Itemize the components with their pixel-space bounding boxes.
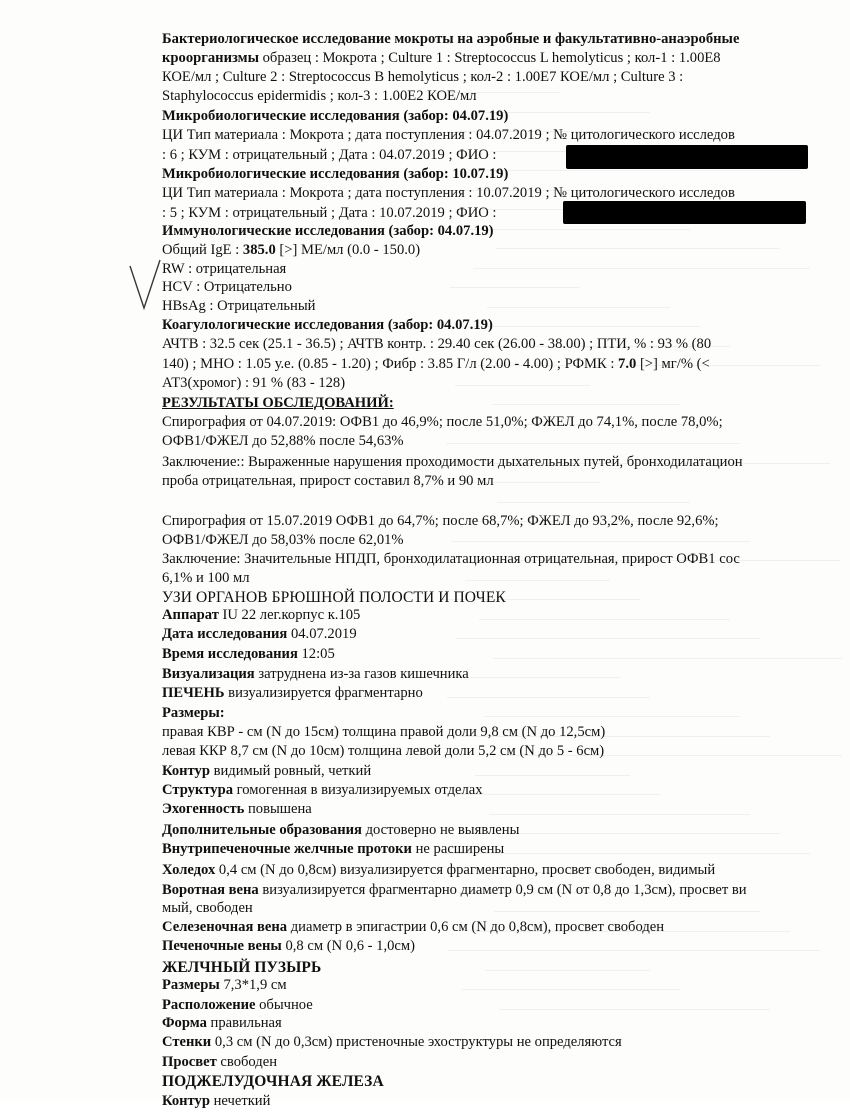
bold-text: ПЕЧЕНЬ bbox=[162, 685, 225, 701]
text-line bbox=[162, 704, 830, 724]
text-span: левая ККР 8,7 см (N до 10см) толщина левой доли 5,2 см (N до 5 - 6см) bbox=[162, 743, 605, 759]
text-line bbox=[162, 781, 830, 801]
text-line bbox=[162, 126, 830, 146]
text-span: 140) ; МНО : 1.05 у.е. (0.85 - 1.20) ; Фибр : 3.85 Г/л (2.00 - 4.00) ; РФМК : bbox=[162, 356, 619, 372]
text-line bbox=[162, 550, 830, 570]
text-span: Заключение: Значительные НПДП, бронходилатационная отрицательная, прирост ОФВ1 сос bbox=[162, 551, 740, 567]
text-line bbox=[162, 899, 830, 919]
handwritten-checkmark bbox=[126, 258, 166, 318]
text-line bbox=[162, 569, 830, 589]
text-line bbox=[162, 684, 830, 704]
bold-text: Воротная вена bbox=[162, 882, 259, 898]
text-span: Спирография от 04.07.2019: ОФВ1 до 46,9%; после 51,0%; ФЖЕЛ до 74,1%, после 78,0%; bbox=[162, 414, 723, 430]
text-line bbox=[162, 335, 830, 355]
text-span: : 6 ; КУМ : отрицательный ; Дата : 04.07.2019 ; ФИО : bbox=[162, 147, 497, 163]
text-span: 0,4 см (N до 0,8см) визуализируется фрагментарно, просвет свободен, видимый bbox=[215, 862, 716, 878]
text-span: УЗИ ОРГАНОВ БРЮШНОЙ ПОЛОСТИ И ПОЧЕК bbox=[162, 589, 506, 606]
text-span: ОФВ1/ФЖЕЛ до 52,88% после 54,63% bbox=[162, 433, 404, 449]
bold-text: Структура bbox=[162, 782, 234, 798]
text-span: Staphylococcus epidermidis ; кол-3 : 1.00E2 КОЕ/мл bbox=[162, 88, 477, 104]
text-line bbox=[162, 821, 830, 841]
text-line bbox=[162, 531, 830, 551]
text-span: 0,3 см (N до 0,3см) пристеночные эхоструктуры не определяются bbox=[211, 1034, 622, 1050]
text-span: Общий IgE : bbox=[162, 242, 243, 258]
text-line bbox=[162, 723, 830, 743]
text-span: ОФВ1/ФЖЕЛ до 58,03% после 62,01% bbox=[162, 532, 404, 548]
text-line bbox=[162, 432, 830, 452]
text-span: IU 22 лег.корпус к.105 bbox=[218, 607, 361, 623]
text-line bbox=[162, 645, 830, 665]
bold-text: Коагулологические исследования (забор: 04.07.19) bbox=[162, 317, 493, 333]
text-line bbox=[162, 512, 830, 532]
text-line bbox=[162, 68, 830, 88]
text-line bbox=[162, 472, 830, 492]
text-line bbox=[162, 840, 830, 860]
text-span: 12:05 bbox=[297, 646, 335, 662]
text-line bbox=[162, 1092, 830, 1112]
bold-text: Холедох bbox=[162, 862, 216, 878]
bold-text: ЖЕЛЧНЫЙ ПУЗЫРЬ bbox=[162, 959, 322, 976]
text-line bbox=[162, 742, 830, 762]
bold-text: Эхогенность bbox=[162, 801, 245, 817]
bold-text: Внутрипеченочные желчные протоки bbox=[162, 841, 412, 857]
bold-text: Просвет bbox=[162, 1054, 217, 1070]
text-line bbox=[162, 49, 830, 69]
text-span: обычное bbox=[255, 997, 313, 1013]
text-span: АЧТВ : 32.5 сек (25.1 - 36.5) ; АЧТВ контр. : 29.40 сек (26.00 - 38.00) ; ПТИ, % : 93 % (80 bbox=[162, 336, 712, 352]
text-line bbox=[162, 625, 830, 645]
text-line bbox=[162, 87, 830, 107]
text-span: нечеткий bbox=[209, 1093, 271, 1109]
text-span: [>] МЕ/мл (0.0 - 150.0) bbox=[275, 242, 421, 258]
text-span: Заключение:: Выраженные нарушения проходимости дыхательных путей, бронходилатацион bbox=[162, 454, 743, 470]
text-line bbox=[162, 316, 830, 336]
bold-text: Микробиологические исследования (забор: 10.07.19) bbox=[162, 166, 509, 182]
text-span: свободен bbox=[216, 1054, 278, 1070]
bold-text: РЕЗУЛЬТАТЫ ОБСЛЕДОВАНИЙ: bbox=[162, 395, 394, 411]
text-span: визуализируется фрагментарно bbox=[224, 685, 423, 701]
text-line bbox=[162, 918, 830, 938]
text-span: : 5 ; КУМ : отрицательный ; Дата : 10.07.2019 ; ФИО : bbox=[162, 205, 497, 221]
bold-text: Печеночные вены bbox=[162, 938, 282, 954]
text-span: RW : отрицательная bbox=[162, 261, 287, 277]
text-span: визуализируется фрагментарно диаметр 0,9 см (N от 0,8 до 1,3см), просвет ви bbox=[258, 882, 747, 898]
text-span: затруднена из-за газов кишечника bbox=[254, 666, 469, 682]
text-line bbox=[162, 881, 830, 901]
text-line bbox=[162, 413, 830, 433]
bold-text: Стенки bbox=[162, 1034, 212, 1050]
bold-text: Бактериологическое исследование мокроты на аэробные и факультативно-анаэробные bbox=[162, 31, 740, 47]
text-span: ЦИ Тип материала : Мокрота ; дата поступления : 04.07.2019 ; № цитологического исследов bbox=[162, 127, 735, 143]
text-span: повышена bbox=[244, 801, 312, 817]
text-line bbox=[162, 1014, 830, 1034]
bold-text: Дополнительные образования bbox=[162, 822, 362, 838]
text-span: Спирография от 15.07.2019 ОФВ1 до 64,7%; после 68,7%; ФЖЕЛ до 93,2%, после 92,6%; bbox=[162, 513, 719, 529]
text-span: диаметр в эпигастрии 0,6 см (N до 0,8см), просвет свободен bbox=[287, 919, 665, 935]
text-span: [>] мг/% (< bbox=[636, 356, 710, 372]
bold-text: ПОДЖЕЛУДОЧНАЯ ЖЕЛЕЗА bbox=[162, 1073, 384, 1090]
text-line bbox=[162, 861, 830, 881]
text-span: мый, свободен bbox=[162, 900, 253, 916]
text-line bbox=[162, 297, 830, 317]
bold-text: 385.0 bbox=[242, 242, 276, 258]
text-span: видимый ровный, четкий bbox=[209, 763, 372, 779]
text-line bbox=[162, 937, 830, 957]
bold-text: Аппарат bbox=[162, 607, 219, 623]
text-line bbox=[162, 394, 830, 414]
text-line bbox=[162, 241, 830, 261]
text-span: КОЕ/мл ; Culture 2 : Streptococcus B hemolyticus ; кол-2 : 1.00E7 КОЕ/мл ; Culture 3 : bbox=[162, 69, 684, 85]
text-span: 6,1% и 100 мл bbox=[162, 570, 250, 586]
text-span: 7,3*1,9 см bbox=[219, 977, 287, 993]
bold-text: кроорганизмы bbox=[162, 50, 259, 66]
text-span: образец : Мокрота ; Culture 1 : Streptococcus L hemolyticus ; кол-1 : 1.00E8 bbox=[258, 50, 721, 66]
text-line bbox=[162, 355, 830, 375]
bold-text: Дата исследования bbox=[162, 626, 288, 642]
bold-text: Контур bbox=[162, 763, 210, 779]
text-line bbox=[162, 374, 830, 394]
text-span: 04.07.2019 bbox=[287, 626, 357, 642]
text-line bbox=[162, 222, 830, 242]
bold-text: 7.0 bbox=[618, 356, 637, 372]
text-line bbox=[162, 107, 830, 127]
text-line bbox=[162, 606, 830, 626]
bold-text: Селезеночная вена bbox=[162, 919, 288, 935]
bold-text: Форма bbox=[162, 1015, 207, 1031]
text-span: HCV : Отрицательно bbox=[162, 279, 292, 295]
text-line bbox=[162, 1033, 830, 1053]
bold-text: Контур bbox=[162, 1093, 210, 1109]
redacted-name-2 bbox=[563, 201, 806, 224]
text-span: HBsAg : Отрицательный bbox=[162, 298, 316, 314]
bold-text: Расположение bbox=[162, 997, 256, 1013]
text-span: АТ3(хромог) : 91 % (83 - 128) bbox=[162, 375, 346, 391]
bold-text: Микробиологические исследования (забор: 04.07.19) bbox=[162, 108, 509, 124]
text-line bbox=[162, 665, 830, 685]
text-line bbox=[162, 996, 830, 1016]
text-span: правильная bbox=[206, 1015, 282, 1031]
text-span: ЦИ Тип материала : Мокрота ; дата поступления : 10.07.2019 ; № цитологического исследов bbox=[162, 185, 735, 201]
text-span: правая КВР - см (N до 15см) толщина правой доли 9,8 см (N до 12,5см) bbox=[162, 724, 606, 740]
text-line bbox=[162, 976, 830, 996]
show-through-stroke bbox=[497, 502, 690, 503]
bold-text: Время исследования bbox=[162, 646, 298, 662]
text-span: проба отрицательная, прирост составил 8,7% и 90 мл bbox=[162, 473, 494, 489]
text-span: 0,8 см (N 0,6 - 1,0см) bbox=[281, 938, 415, 954]
text-line bbox=[162, 1053, 830, 1073]
text-line bbox=[162, 762, 830, 782]
bold-text: Иммунологические исследования (забор: 04.07.19) bbox=[162, 223, 494, 239]
text-line bbox=[162, 278, 830, 298]
text-line bbox=[162, 30, 830, 50]
text-line bbox=[162, 260, 830, 280]
redacted-name-1 bbox=[566, 145, 808, 169]
text-span: достоверно не выявлены bbox=[361, 822, 520, 838]
text-span: гомогенная в визуализируемых отделах bbox=[233, 782, 483, 798]
bold-text: Размеры bbox=[162, 977, 220, 993]
text-line bbox=[162, 453, 830, 473]
text-line bbox=[162, 1072, 830, 1093]
text-span: не расширены bbox=[411, 841, 505, 857]
text-line bbox=[162, 800, 830, 820]
bold-text: Размеры: bbox=[162, 705, 225, 721]
bold-text: Визуализация bbox=[162, 666, 255, 682]
